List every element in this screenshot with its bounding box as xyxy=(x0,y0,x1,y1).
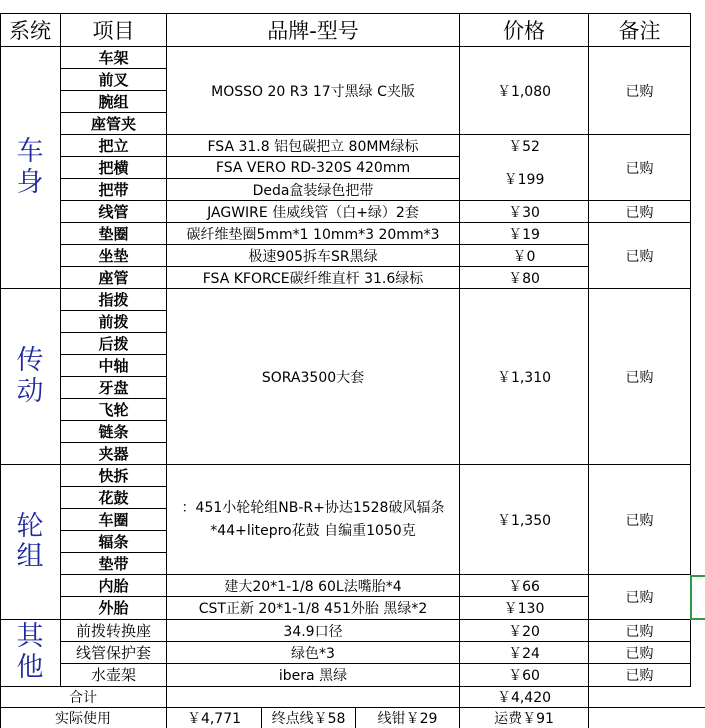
item-handlebar: 把横 xyxy=(98,159,129,177)
system-drivetrain xyxy=(0,289,60,464)
header-price: 价格 xyxy=(503,19,545,43)
item-saddle: 坐垫 xyxy=(98,247,129,265)
grid-line xyxy=(0,464,690,465)
note-tires: 已购 xyxy=(625,589,654,606)
grid-line xyxy=(0,13,1,728)
note-fd-adapter: 已购 xyxy=(625,623,654,640)
item-bar-tape: 把带 xyxy=(98,181,129,199)
system-label-char: 车 xyxy=(16,136,44,167)
grid-line xyxy=(0,686,690,687)
grid-line xyxy=(61,420,167,421)
price-fd-adapter: ￥20 xyxy=(508,623,540,640)
system-drivetrain-label xyxy=(17,346,44,407)
system-other xyxy=(0,620,60,686)
grid-line xyxy=(61,530,167,531)
finish-line-cost: 终点线￥58 xyxy=(271,711,346,727)
price-spacers: ￥19 xyxy=(508,226,540,243)
grid-line xyxy=(61,332,167,333)
price-stem: ￥52 xyxy=(508,138,540,155)
grid-line xyxy=(61,442,167,443)
item-shifter: 指拨 xyxy=(98,291,129,309)
grid-line xyxy=(61,574,690,575)
grid-line xyxy=(61,641,690,642)
item-tires: 外胎 xyxy=(98,599,129,617)
actual-use-value: ￥4,771 xyxy=(186,711,242,727)
grid-line xyxy=(588,13,589,728)
brand-bottle-cage: ibera 黑绿 xyxy=(278,667,348,684)
item-rims: 车圈 xyxy=(98,511,129,529)
note-frame: 已购 xyxy=(625,83,654,100)
item-skewers: 快拆 xyxy=(98,467,129,485)
price-seatpost: ￥80 xyxy=(508,270,540,287)
grid-line xyxy=(61,486,167,487)
item-crankset: 牙盘 xyxy=(98,379,129,397)
grid-line xyxy=(61,354,167,355)
brand-wheels: ：451小轮轮组NB-R+协达1528破风辐条*44+litepro花鼓 自编重1050克 xyxy=(181,500,445,539)
header-system: 系统 xyxy=(9,19,51,43)
system-label-char: 组 xyxy=(16,541,44,572)
item-hubs: 花鼓 xyxy=(98,489,129,507)
item-brakes: 夹器 xyxy=(98,445,129,463)
grid-line xyxy=(61,310,167,311)
grid-line xyxy=(61,68,167,69)
item-cables: 线管 xyxy=(98,203,129,221)
item-cable-guard: 线管保护套 xyxy=(75,644,151,662)
grid-line xyxy=(0,46,690,47)
grid-line xyxy=(167,178,460,179)
grid-line xyxy=(0,707,705,708)
header-note: 备注 xyxy=(618,19,661,43)
header-item: 项目 xyxy=(92,19,135,43)
system-other-label xyxy=(17,622,44,683)
price-groupset: ￥1,310 xyxy=(496,369,552,386)
system-wheelset-label xyxy=(17,512,44,573)
total-value: ￥4,420 xyxy=(496,690,552,706)
grid-line xyxy=(61,244,589,245)
grid-line xyxy=(61,596,589,597)
system-label-char: 传 xyxy=(16,345,44,376)
cable-cutter-cost: 线钳￥29 xyxy=(377,711,438,727)
brand-seatpost: FSA KFORCE碳纤维直杆 31.6绿标 xyxy=(202,270,424,287)
cell-selection-indicator xyxy=(690,575,692,620)
item-rim-tape: 垫带 xyxy=(98,555,129,573)
note-cockpit: 已购 xyxy=(625,160,654,177)
system-label-char: 身 xyxy=(16,166,44,198)
price-cable-guard: ￥24 xyxy=(508,645,540,662)
item-spacers: 垫圈 xyxy=(98,225,129,243)
grid-line xyxy=(61,266,589,267)
brand-inner-tubes: 建大20*1-1/8 60L法嘴胎*4 xyxy=(224,578,402,595)
grid-line xyxy=(61,200,690,201)
brand-saddle: 极速905拆车SR黑绿 xyxy=(248,248,378,265)
grid-line xyxy=(61,376,167,377)
note-wheels: 已购 xyxy=(625,512,654,529)
grid-line xyxy=(61,663,690,664)
grid-line xyxy=(61,398,167,399)
item-seat-clamp: 座管夹 xyxy=(90,115,136,133)
price-wheels: ￥1,350 xyxy=(496,512,552,529)
shipping-cost: 运费￥91 xyxy=(494,711,554,727)
note-seat: 已购 xyxy=(625,248,654,265)
grid-line xyxy=(459,13,460,728)
brand-tires: CST正新 20*1-1/8 451外胎 黑绿*2 xyxy=(198,600,428,617)
system-label-char: 其 xyxy=(16,621,44,652)
price-inner-tubes: ￥66 xyxy=(508,578,540,595)
item-bottom-bracket: 中轴 xyxy=(98,357,129,375)
grid-line xyxy=(0,13,690,14)
note-bottle-cage: 已购 xyxy=(625,667,654,684)
system-label-char: 他 xyxy=(16,651,44,683)
grid-line xyxy=(61,508,167,509)
price-tires: ￥130 xyxy=(503,600,545,617)
header-brand: 品牌-型号 xyxy=(267,19,359,43)
item-seatpost: 座管 xyxy=(98,269,129,287)
price-cables: ￥30 xyxy=(508,204,540,221)
item-rear-derailleur: 后拨 xyxy=(98,335,129,353)
grid-line xyxy=(61,112,167,113)
item-headset: 腕组 xyxy=(98,93,129,111)
brand-groupset: SORA3500大套 xyxy=(261,369,365,386)
brand-fd-adapter: 34.9口径 xyxy=(283,623,343,640)
note-cables: 已购 xyxy=(625,204,654,221)
cell-selection-indicator xyxy=(690,618,705,620)
brand-spacers: 碳纤维垫圈5mm*1 10mm*3 20mm*3 xyxy=(186,226,440,243)
total-label: 合计 xyxy=(69,690,97,706)
brand-cable-guard: 绿色*3 xyxy=(291,645,335,662)
item-cassette: 飞轮 xyxy=(98,401,129,419)
item-fork: 前叉 xyxy=(98,71,129,89)
grid-line xyxy=(61,156,460,157)
brand-handlebar: FSA VERO RD-320S 420mm xyxy=(215,159,411,176)
system-label-char: 轮 xyxy=(16,510,44,542)
brand-bar-tape: Deda盒装绿色把带 xyxy=(252,182,374,199)
system-frame xyxy=(0,47,60,288)
grid-line xyxy=(166,13,167,728)
price-frame: ￥1,080 xyxy=(496,83,552,100)
item-fd-adapter: 前拨转换座 xyxy=(75,622,151,640)
system-label-char: 动 xyxy=(16,375,44,407)
brand-cables: JAGWIRE 佳威线管（白+绿）2套 xyxy=(207,204,419,221)
grid-line xyxy=(61,90,167,91)
price-bar-tape: ￥199 xyxy=(503,171,545,188)
grid-line xyxy=(355,707,356,728)
grid-line xyxy=(261,707,262,728)
price-bottle-cage: ￥60 xyxy=(508,667,540,684)
item-frame: 车架 xyxy=(98,49,129,67)
system-frame-label xyxy=(17,137,44,198)
actual-use-label: 实际使用 xyxy=(55,711,111,727)
grid-line xyxy=(0,288,690,289)
item-chain: 链条 xyxy=(98,423,129,441)
system-wheelset xyxy=(0,465,60,619)
cell-selection-indicator xyxy=(690,575,705,577)
brand-stem: FSA 31.8 铝包碳把立 80MM绿标 xyxy=(207,138,419,155)
grid-line xyxy=(60,13,61,687)
grid-line xyxy=(0,619,690,620)
item-spokes: 辐条 xyxy=(98,533,129,551)
item-inner-tubes: 内胎 xyxy=(98,577,129,595)
brand-frame: MOSSO 20 R3 17寸黑绿 C夹版 xyxy=(211,83,415,100)
grid-line xyxy=(61,552,167,553)
item-bottle-cage: 水壶架 xyxy=(90,666,136,684)
note-groupset: 已购 xyxy=(625,369,654,386)
note-cable-guard: 已购 xyxy=(625,645,654,662)
item-front-derailleur: 前拨 xyxy=(98,313,129,331)
grid-line xyxy=(61,222,690,223)
grid-line xyxy=(61,134,690,135)
price-saddle: ￥0 xyxy=(512,248,536,265)
item-stem: 把立 xyxy=(98,137,129,155)
